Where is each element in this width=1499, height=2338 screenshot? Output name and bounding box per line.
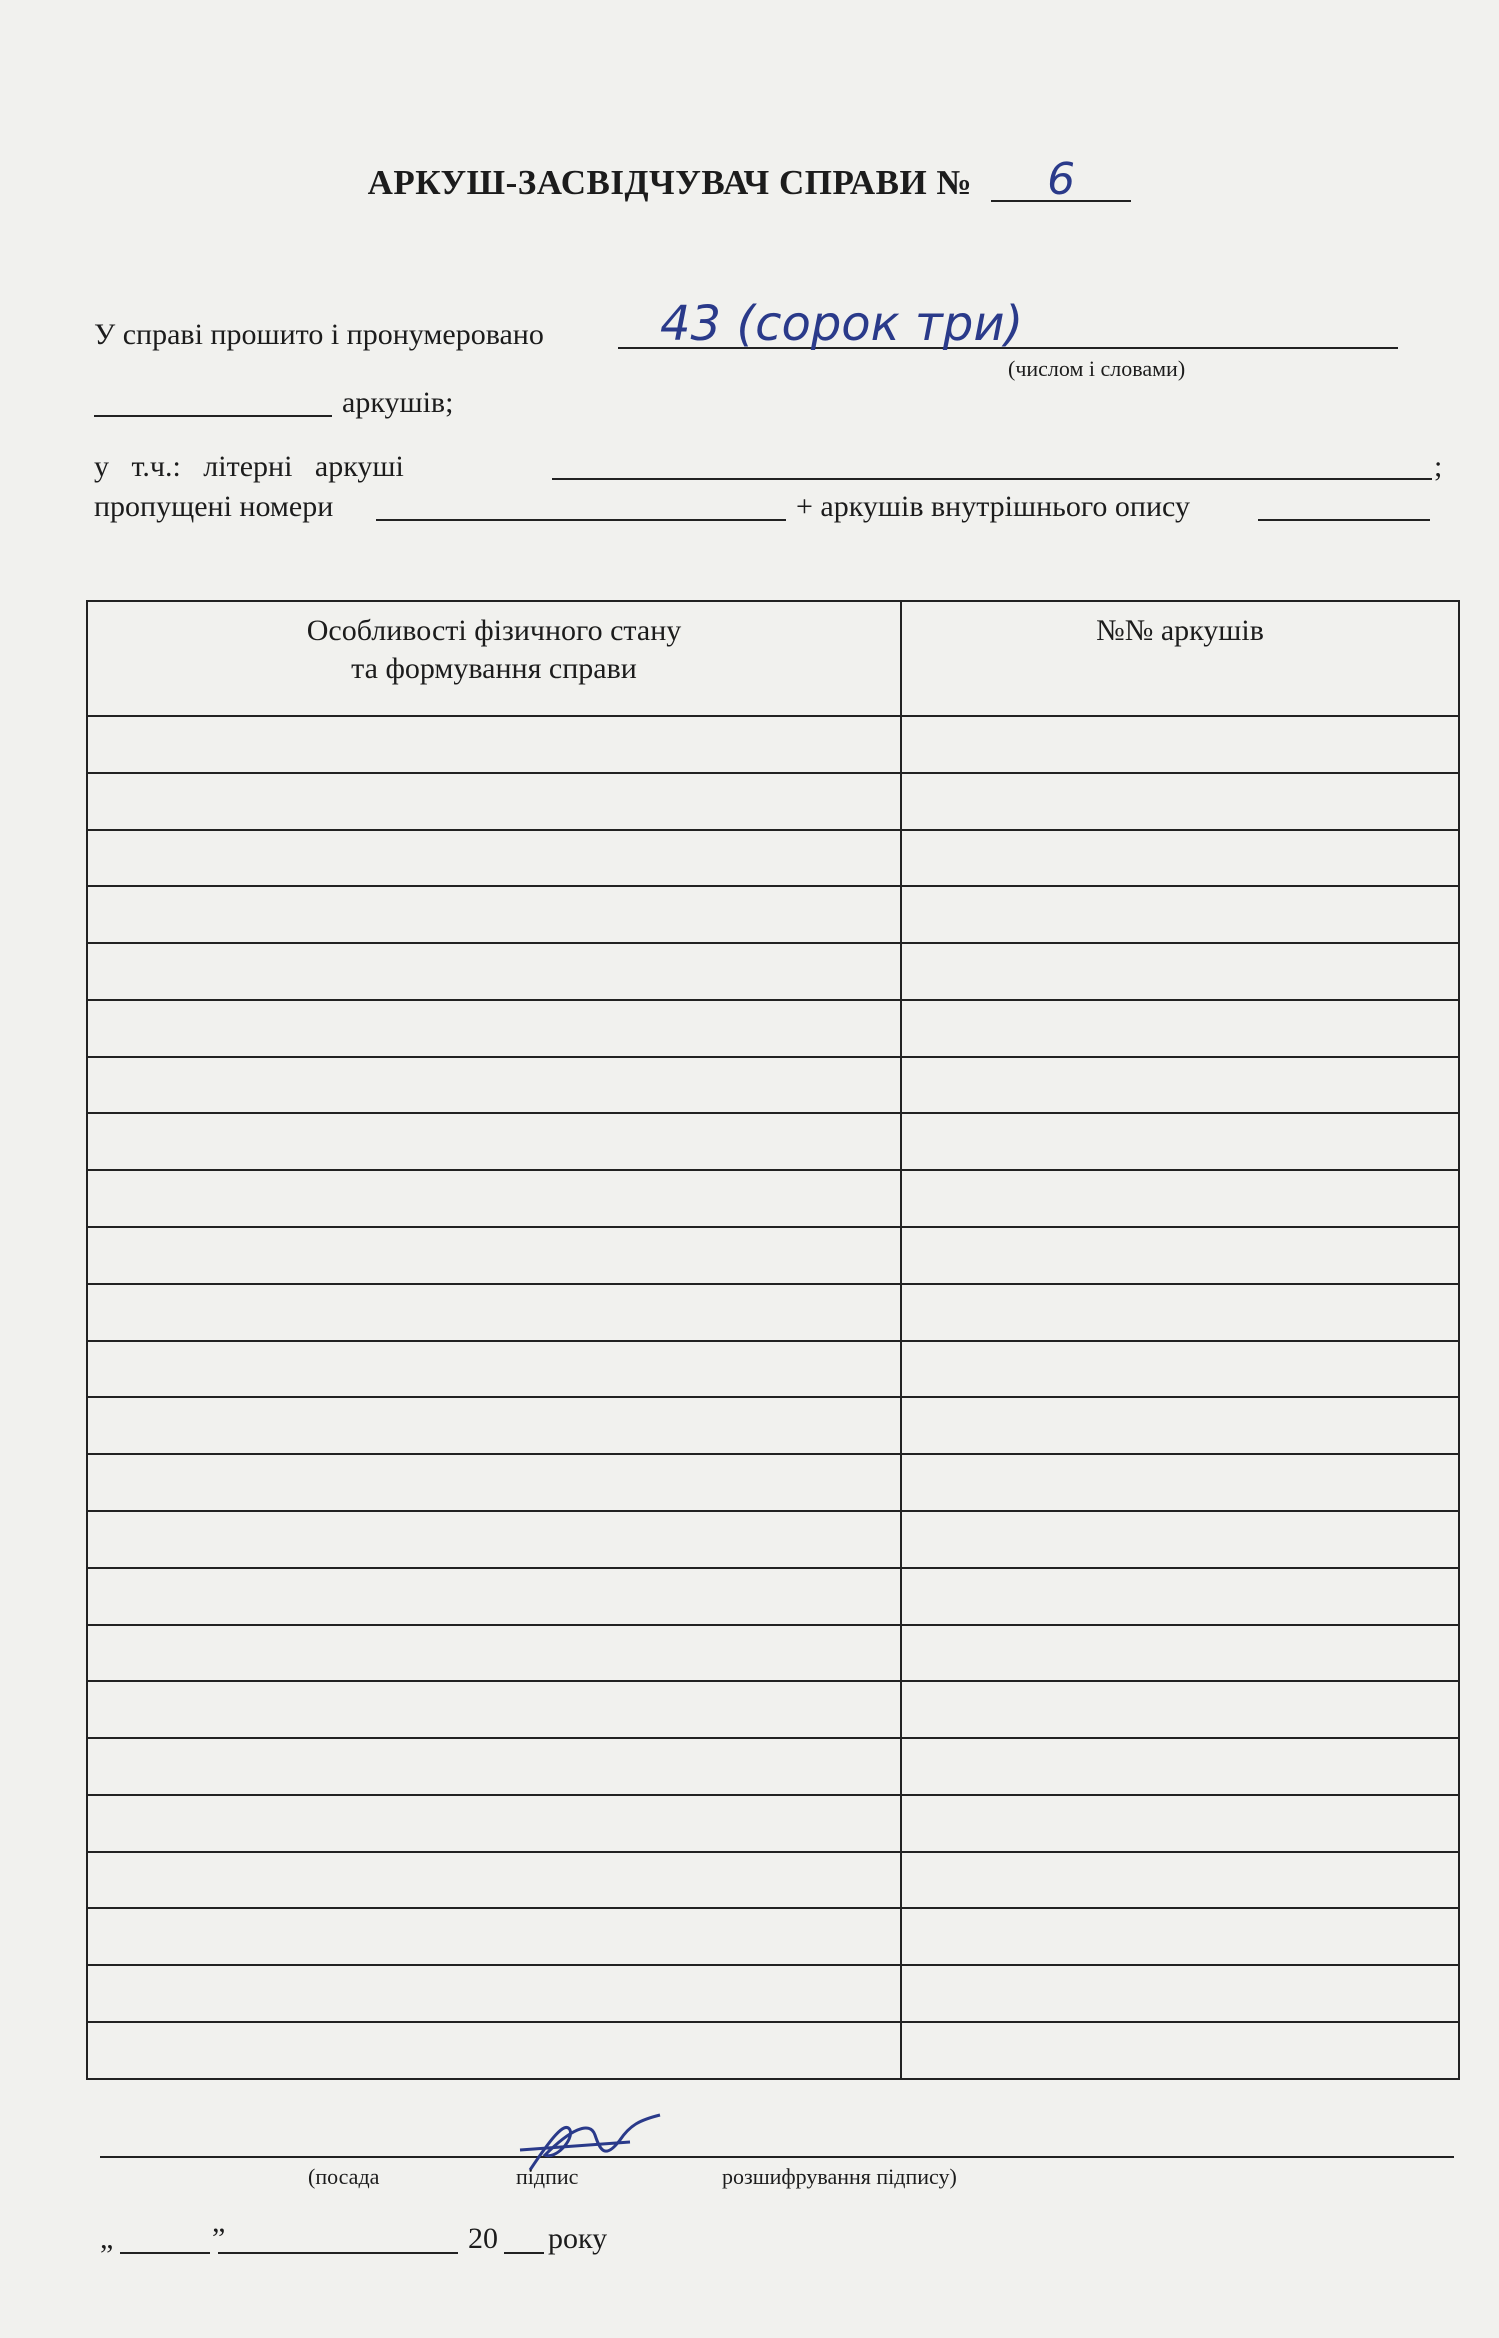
column-header-sheet-numbers: №№ аркушів [901,601,1459,716]
letter-sheets-underline [552,478,1432,480]
stitched-hint: (числом і словами) [1008,356,1186,381]
sheet-numbers-cell [901,1568,1459,1625]
sheet-numbers-cell [901,1057,1459,1114]
inner-inventory-label: + аркушів внутрішнього опису [796,490,1190,523]
sheet-numbers-cell [901,1908,1459,1965]
table-row [87,716,1459,773]
condition-cell [87,1113,901,1170]
condition-cell [87,2022,901,2079]
condition-cell [87,1852,901,1909]
sheet-numbers-cell [901,1681,1459,1738]
condition-cell [87,1000,901,1057]
condition-cell [87,1965,901,2022]
condition-cell [87,1057,901,1114]
sheet-numbers-cell [901,830,1459,887]
column-header-condition-line1: Особливості фізичного стану [306,614,682,647]
condition-cell [87,1625,901,1682]
condition-table [86,600,1460,2080]
case-number: 6 [991,160,1131,202]
table-row [87,1908,1459,1965]
table-body [87,716,1459,2079]
caption-position: (посада [308,2164,380,2189]
date-month-underline [218,2252,458,2254]
condition-cell [87,1227,901,1284]
table-row [87,1511,1459,1568]
sheet-numbers-cell [901,716,1459,773]
stitched-count-handwritten: 43 (сорок три) [660,296,1024,352]
table-row [87,1738,1459,1795]
sheet-numbers-cell [901,1454,1459,1511]
table-row [87,1795,1459,1852]
sheet-numbers-cell [901,2022,1459,2079]
condition-cell [87,886,901,943]
table-row [87,1681,1459,1738]
sheet-numbers-cell [901,943,1459,1000]
caption-decode: розшифрування підпису) [722,2164,957,2189]
sheet-numbers-cell [901,1738,1459,1795]
column-header-condition-line2: та формування справи [351,652,637,685]
table-row [87,1625,1459,1682]
date-year-suffix: року [548,2222,608,2255]
sheet-numbers-cell [901,1227,1459,1284]
condition-cell [87,773,901,830]
condition-cell [87,1284,901,1341]
condition-cell [87,1454,901,1511]
page-title [0,154,1499,205]
inner-inventory-underline [1258,519,1430,521]
sheet-numbers-cell [901,1795,1459,1852]
sheet-numbers-cell [901,773,1459,830]
sheet-numbers-cell [901,1511,1459,1568]
sheet-numbers-cell [901,1000,1459,1057]
column-header-condition [87,601,901,716]
sheet-numbers-cell [901,1965,1459,2022]
condition-cell [87,1908,901,1965]
letter-sheets-end: ; [1434,450,1443,483]
condition-cell [87,943,901,1000]
table-row [87,1397,1459,1454]
table-header-row [87,601,1459,716]
table-row [87,830,1459,887]
table-row [87,1284,1459,1341]
table-row [87,1170,1459,1227]
condition-cell [87,1795,901,1852]
signature-underline [100,2156,1454,2158]
condition-cell [87,1170,901,1227]
condition-cell [87,830,901,887]
condition-cell [87,1511,901,1568]
table-row [87,1000,1459,1057]
sheets-label: аркушів; [342,386,454,419]
table-row [87,943,1459,1000]
sheet-numbers-cell [901,1625,1459,1682]
sheet-numbers-cell [901,1852,1459,1909]
table-row [87,2022,1459,2079]
sheet-numbers-cell [901,886,1459,943]
condition-cell [87,1568,901,1625]
date-year-prefix: 20 [468,2222,498,2255]
table-row [87,1965,1459,2022]
date-year-underline [504,2252,544,2254]
date-open-quote: „ [100,2222,114,2255]
letter-sheets-label: у т.ч.: літерні аркуші [94,450,404,483]
table-row [87,1568,1459,1625]
sheet-numbers-cell [901,1397,1459,1454]
missing-numbers-label: пропущені номери [94,490,334,523]
sheet-numbers-cell [901,1113,1459,1170]
date-close-quote: ” [212,2222,226,2255]
stitched-label: У справі прошито і пронумеровано [94,318,544,351]
table-row [87,886,1459,943]
table-row [87,773,1459,830]
date-day-underline [120,2252,210,2254]
table-row [87,1341,1459,1398]
sheet-numbers-cell [901,1341,1459,1398]
sheets-underline [94,415,332,417]
missing-numbers-underline [376,519,786,521]
table-row [87,1057,1459,1114]
condition-cell [87,1397,901,1454]
condition-cell [87,1341,901,1398]
table-row [87,1113,1459,1170]
sheet-numbers-cell [901,1284,1459,1341]
sheet-numbers-cell [901,1170,1459,1227]
table-row [87,1852,1459,1909]
table-row [87,1227,1459,1284]
condition-cell [87,1738,901,1795]
caption-signature: підпис [516,2164,579,2189]
table-row [87,1454,1459,1511]
condition-cell [87,1681,901,1738]
condition-cell [87,716,901,773]
title-text: АРКУШ-ЗАСВІДЧУВАЧ СПРАВИ № [367,163,973,202]
